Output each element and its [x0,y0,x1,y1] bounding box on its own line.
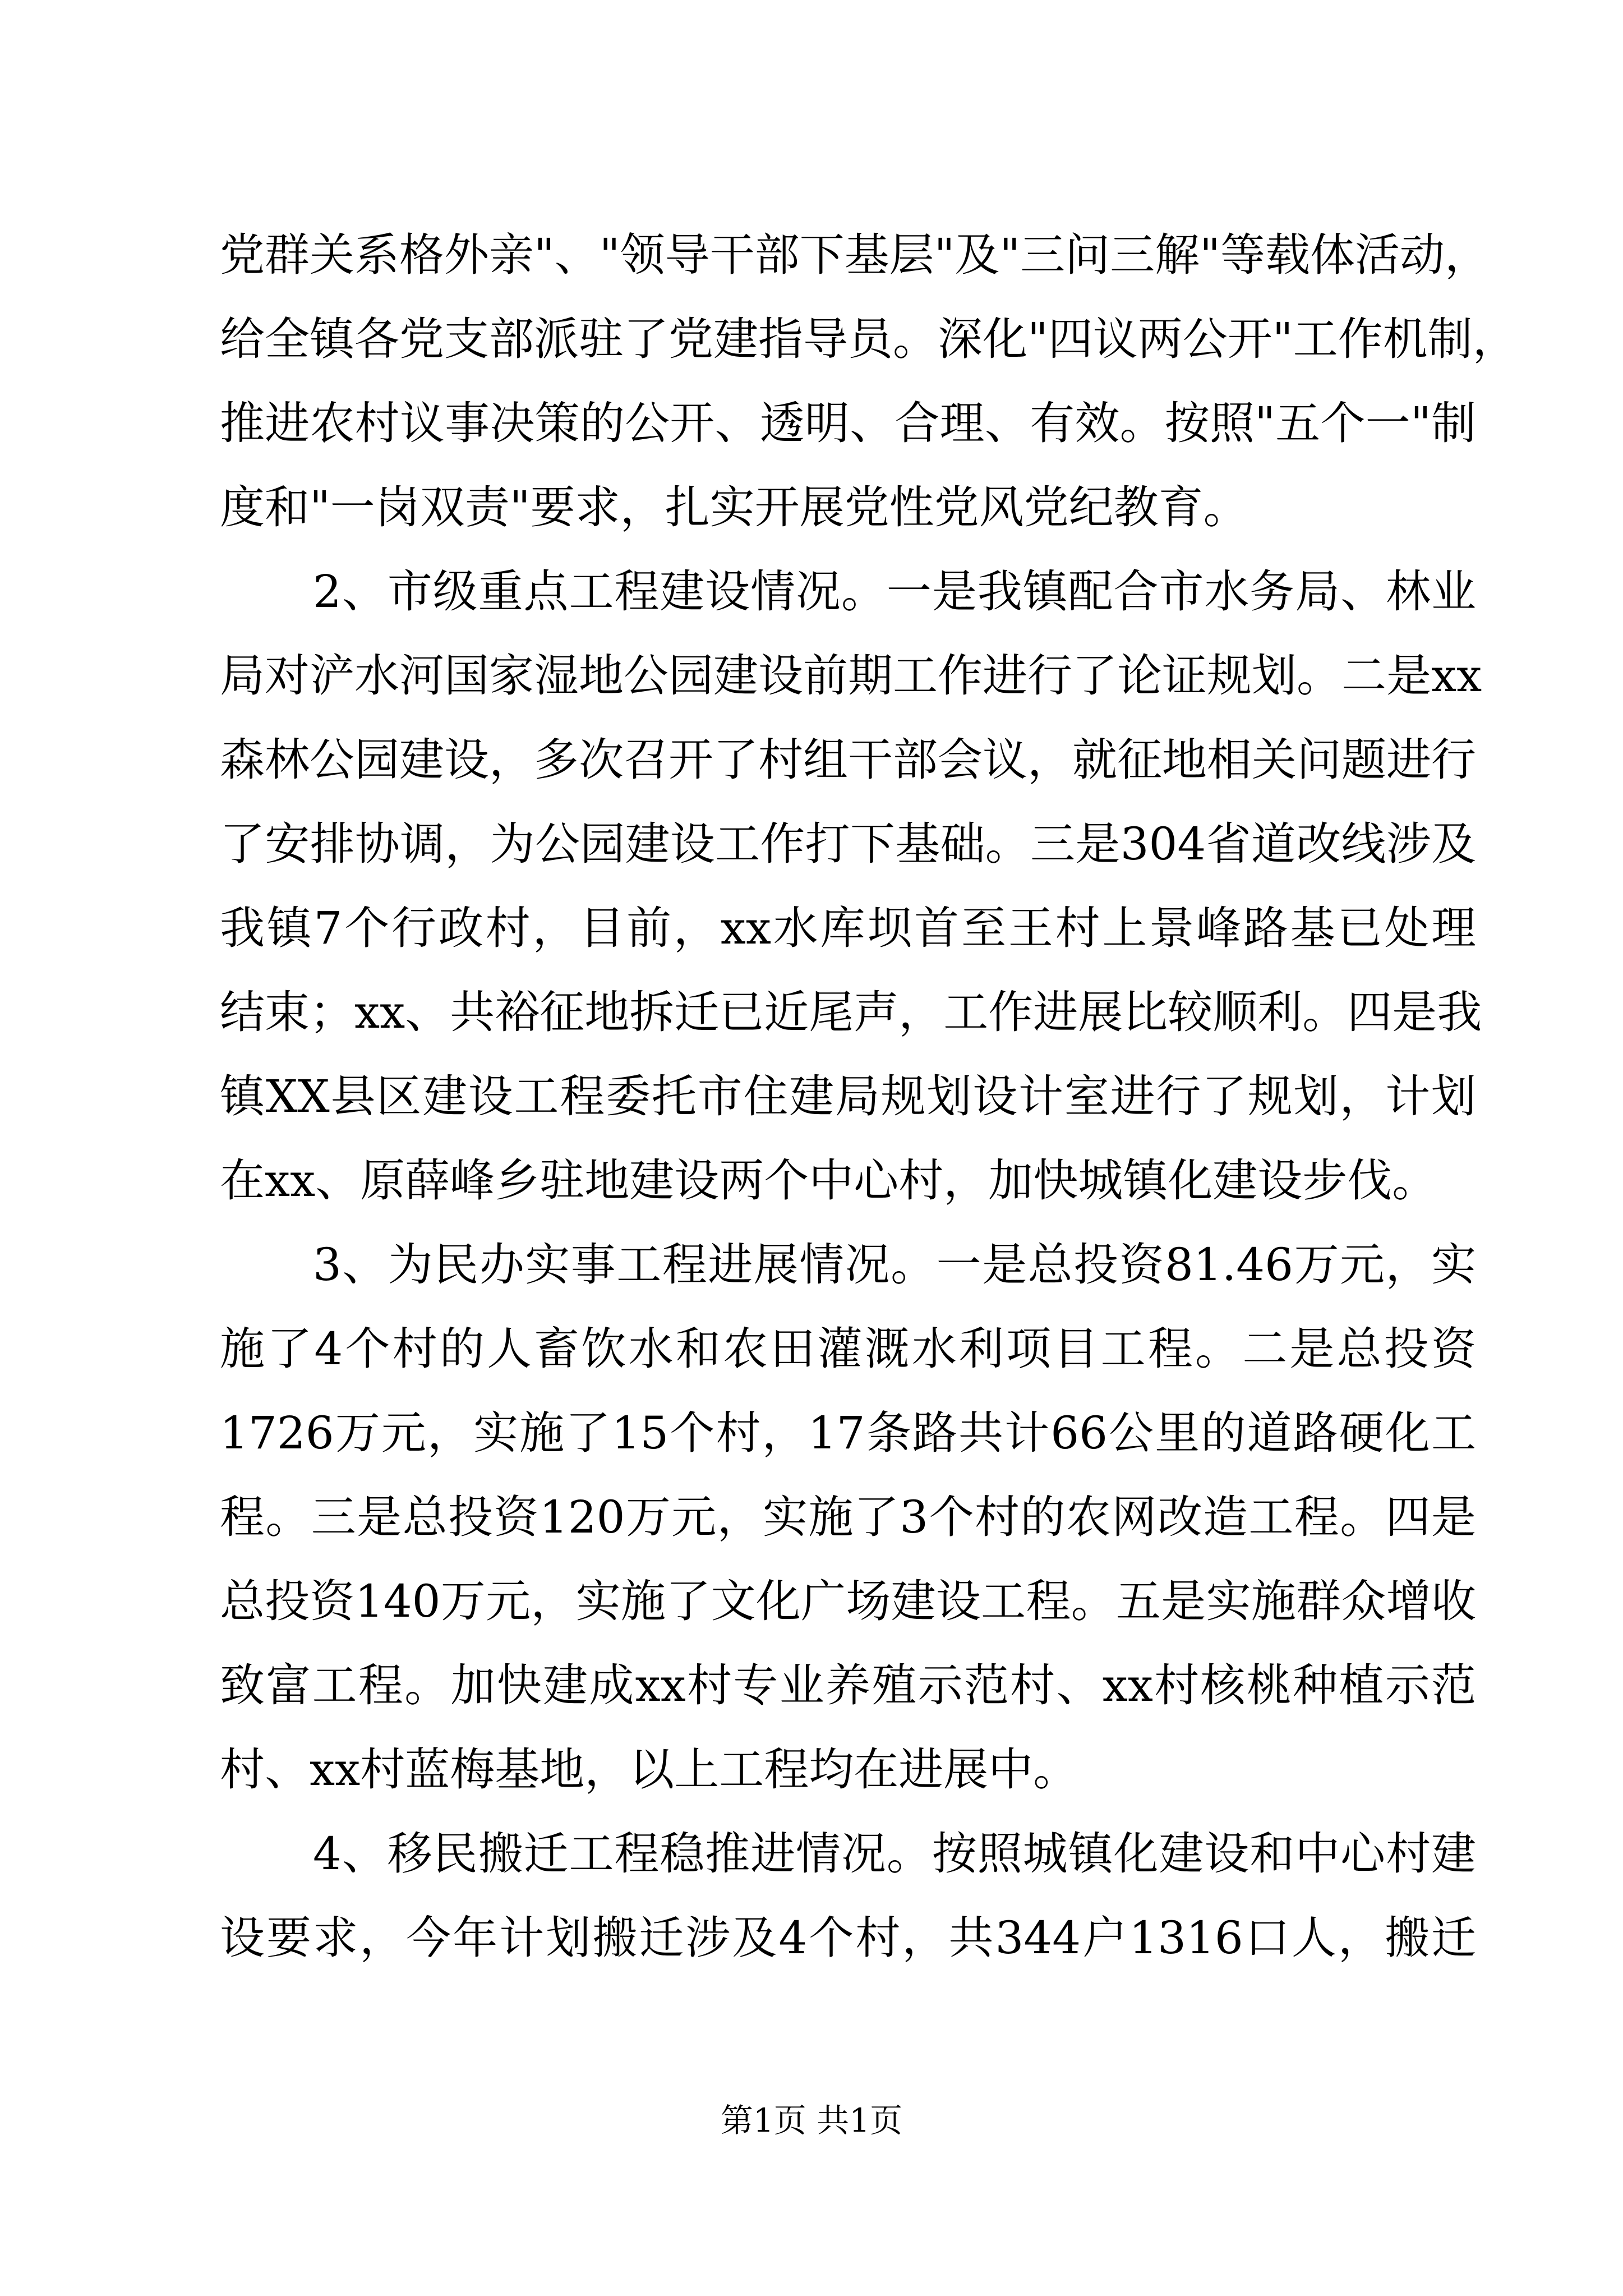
text-line: 程。三是总投资120万元，实施了3个村的农网改造工程。四是 [220,1491,1476,1543]
paragraph-start-line: 4、移民搬迁工程稳推进情况。按照城镇化建设和中心村建 [313,1828,1476,1880]
text-line: 镇XX县区建设工程委托市住建局规划设计室进行了规划，计划 [220,1070,1476,1122]
text-line: 设要求，今年计划搬迁涉及4个村，共344户1316口人，搬迁 [220,1912,1476,1964]
paragraph-start-line: 2、市级重点工程建设情况。一是我镇配合市水务局、林业 [313,565,1476,618]
text-line: 了安排协调，为公园建设工作打下基础。三是304省道改线涉及 [220,818,1476,870]
text-line: 局对浐水河国家湿地公园建设前期工作进行了论证规划。二是xx [220,650,1482,702]
text-line: 施了4个村的人畜饮水和农田灌溉水利项目工程。二是总投资 [220,1323,1476,1375]
text-line: 森林公园建设，多次召开了村组干部会议，就征地相关问题进行 [220,734,1476,786]
text-line: 总投资140万元，实施了文化广场建设工程。五是实施群众增收 [220,1575,1476,1627]
text-line: 度和"一岗双责"要求，扎实开展党性党风党纪教育。 [220,481,1248,533]
text-line: 党群关系格外亲"、"领导干部下基层"及"三问三解"等载体活动， [220,229,1490,281]
text-line: 给全镇各党支部派驻了党建指导员。深化"四议两公开"工作机制， [220,313,1518,365]
text-line: 我镇7个行政村，目前，xx水库坝首至王村上景峰路基已处理 [220,902,1476,954]
text-line: 1726万元，实施了15个村，17条路共计66公里的道路硬化工 [220,1407,1476,1459]
text-line: 在xx、原薛峰乡驻地建设两个中心村，加快城镇化建设步伐。 [220,1154,1437,1207]
paragraph-start-line: 3、为民办实事工程进展情况。一是总投资81.46万元，实 [313,1239,1476,1291]
text-line: 致富工程。加快建成xx村专业养殖示范村、xx村核桃种植示范 [220,1659,1476,1711]
text-line: 村、xx村蓝梅基地，以上工程均在进展中。 [220,1743,1078,1796]
text-line: 推进农村议事决策的公开、透明、合理、有效。按照"五个一"制 [220,397,1476,449]
document-body [220,213,1518,1980]
text-line: 结束；xx、共裕征地拆迁已近尾声，工作进展比较顺利。四是我 [220,986,1482,1038]
page-footer: 第1页 共1页 [720,2101,903,2139]
